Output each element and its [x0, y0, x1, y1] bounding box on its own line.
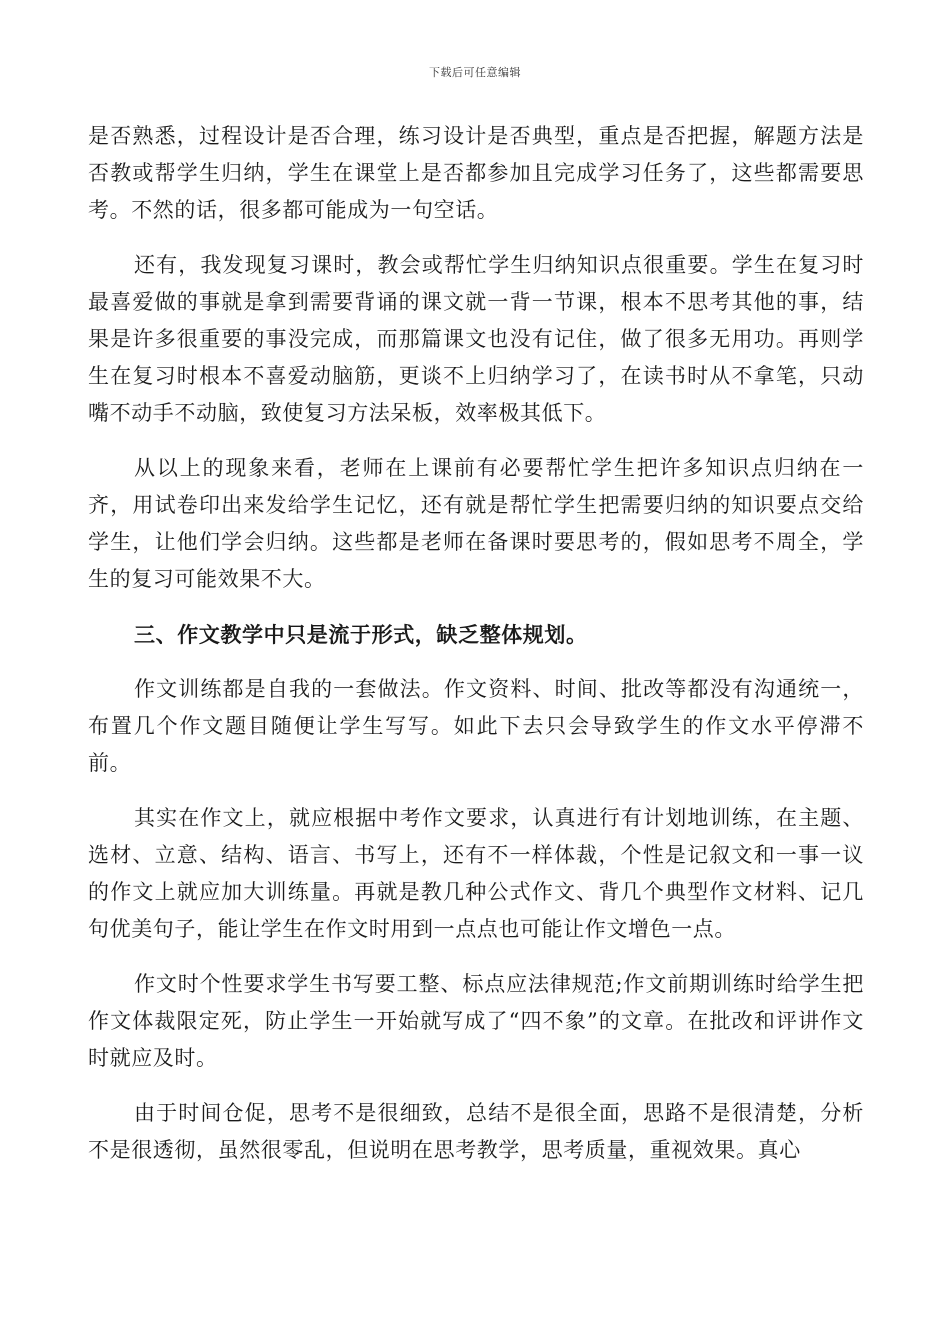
paragraph-composition-training: 作文训练都是自我的一套做法。作文资料、时间、批改等都没有沟通统一，布置几个作文题目随便让学生写写。如此下去只会导致学生的作文水平停滞不前。 [88, 677, 864, 775]
paragraph-observations: 从以上的现象来看，老师在上课前有必要帮忙学生把许多知识点归纳在一齐，用试卷印出来发给学生记忆，还有就是帮忙学生把需要归纳的知识要点交给学生，让他们学会归纳。这些都是老师在备课时要思考的，假如思考不周全，学生的复习可能效果不大。 [88, 456, 864, 591]
paragraph-review-lessons: 还有，我发现复习课时，教会或帮忙学生归纳知识点很重要。学生在复习时最喜爱做的事就是拿到需要背诵的课文就一背一节课，根本不思考其他的事，结果是许多很重要的事没完成，而那篇课文也没有记住，做了很多无用功。再则学生在复习时根本不喜爱动脑筋，更谈不上归纳学习了，在读书时从不拿笔，只动嘴不动手不动脑，致使复习方法呆板，效率极其低下。 [88, 253, 864, 425]
paragraph-composition-requirements: 作文时个性要求学生书写要工整、标点应法律规范;作文前期训练时给学生把作文体裁限定死，防止学生一开始就写成了“四不象”的文章。在批改和评讲作文时就应及时。 [88, 972, 864, 1070]
paragraph-conclusion: 由于时间仓促，思考不是很细致，总结不是很全面，思路不是很清楚，分析不是很透彻，虽然很零乱，但说明在思考教学，思考质量，重视效果。真心 [88, 1101, 864, 1162]
section-heading-composition: 三、作文教学中只是流于形式，缺乏整体规划。 [134, 622, 588, 647]
document-body [88, 118, 864, 1187]
paragraph-continuation: 是否熟悉，过程设计是否合理，练习设计是否典型，重点是否把握，解题方法是否教或帮学生归纳，学生在课堂上是否都参加且完成学习任务了，这些都需要思考。不然的话，很多都可能成为一句空话。 [88, 124, 864, 222]
paragraph-composition-plan: 其实在作文上，就应根据中考作文要求，认真进行有计划地训练，在主题、选材、立意、结构、语言、书写上，还有不一样体裁，个性是记叙文和一事一议的作文上就应加大训练量。再就是教几种公式作文、背几个典型作文材料、记几句优美句子，能让学生在作文时用到一点点也可能让作文增色一点。 [88, 806, 864, 941]
page-header: 下载后可任意编辑 [429, 66, 521, 79]
